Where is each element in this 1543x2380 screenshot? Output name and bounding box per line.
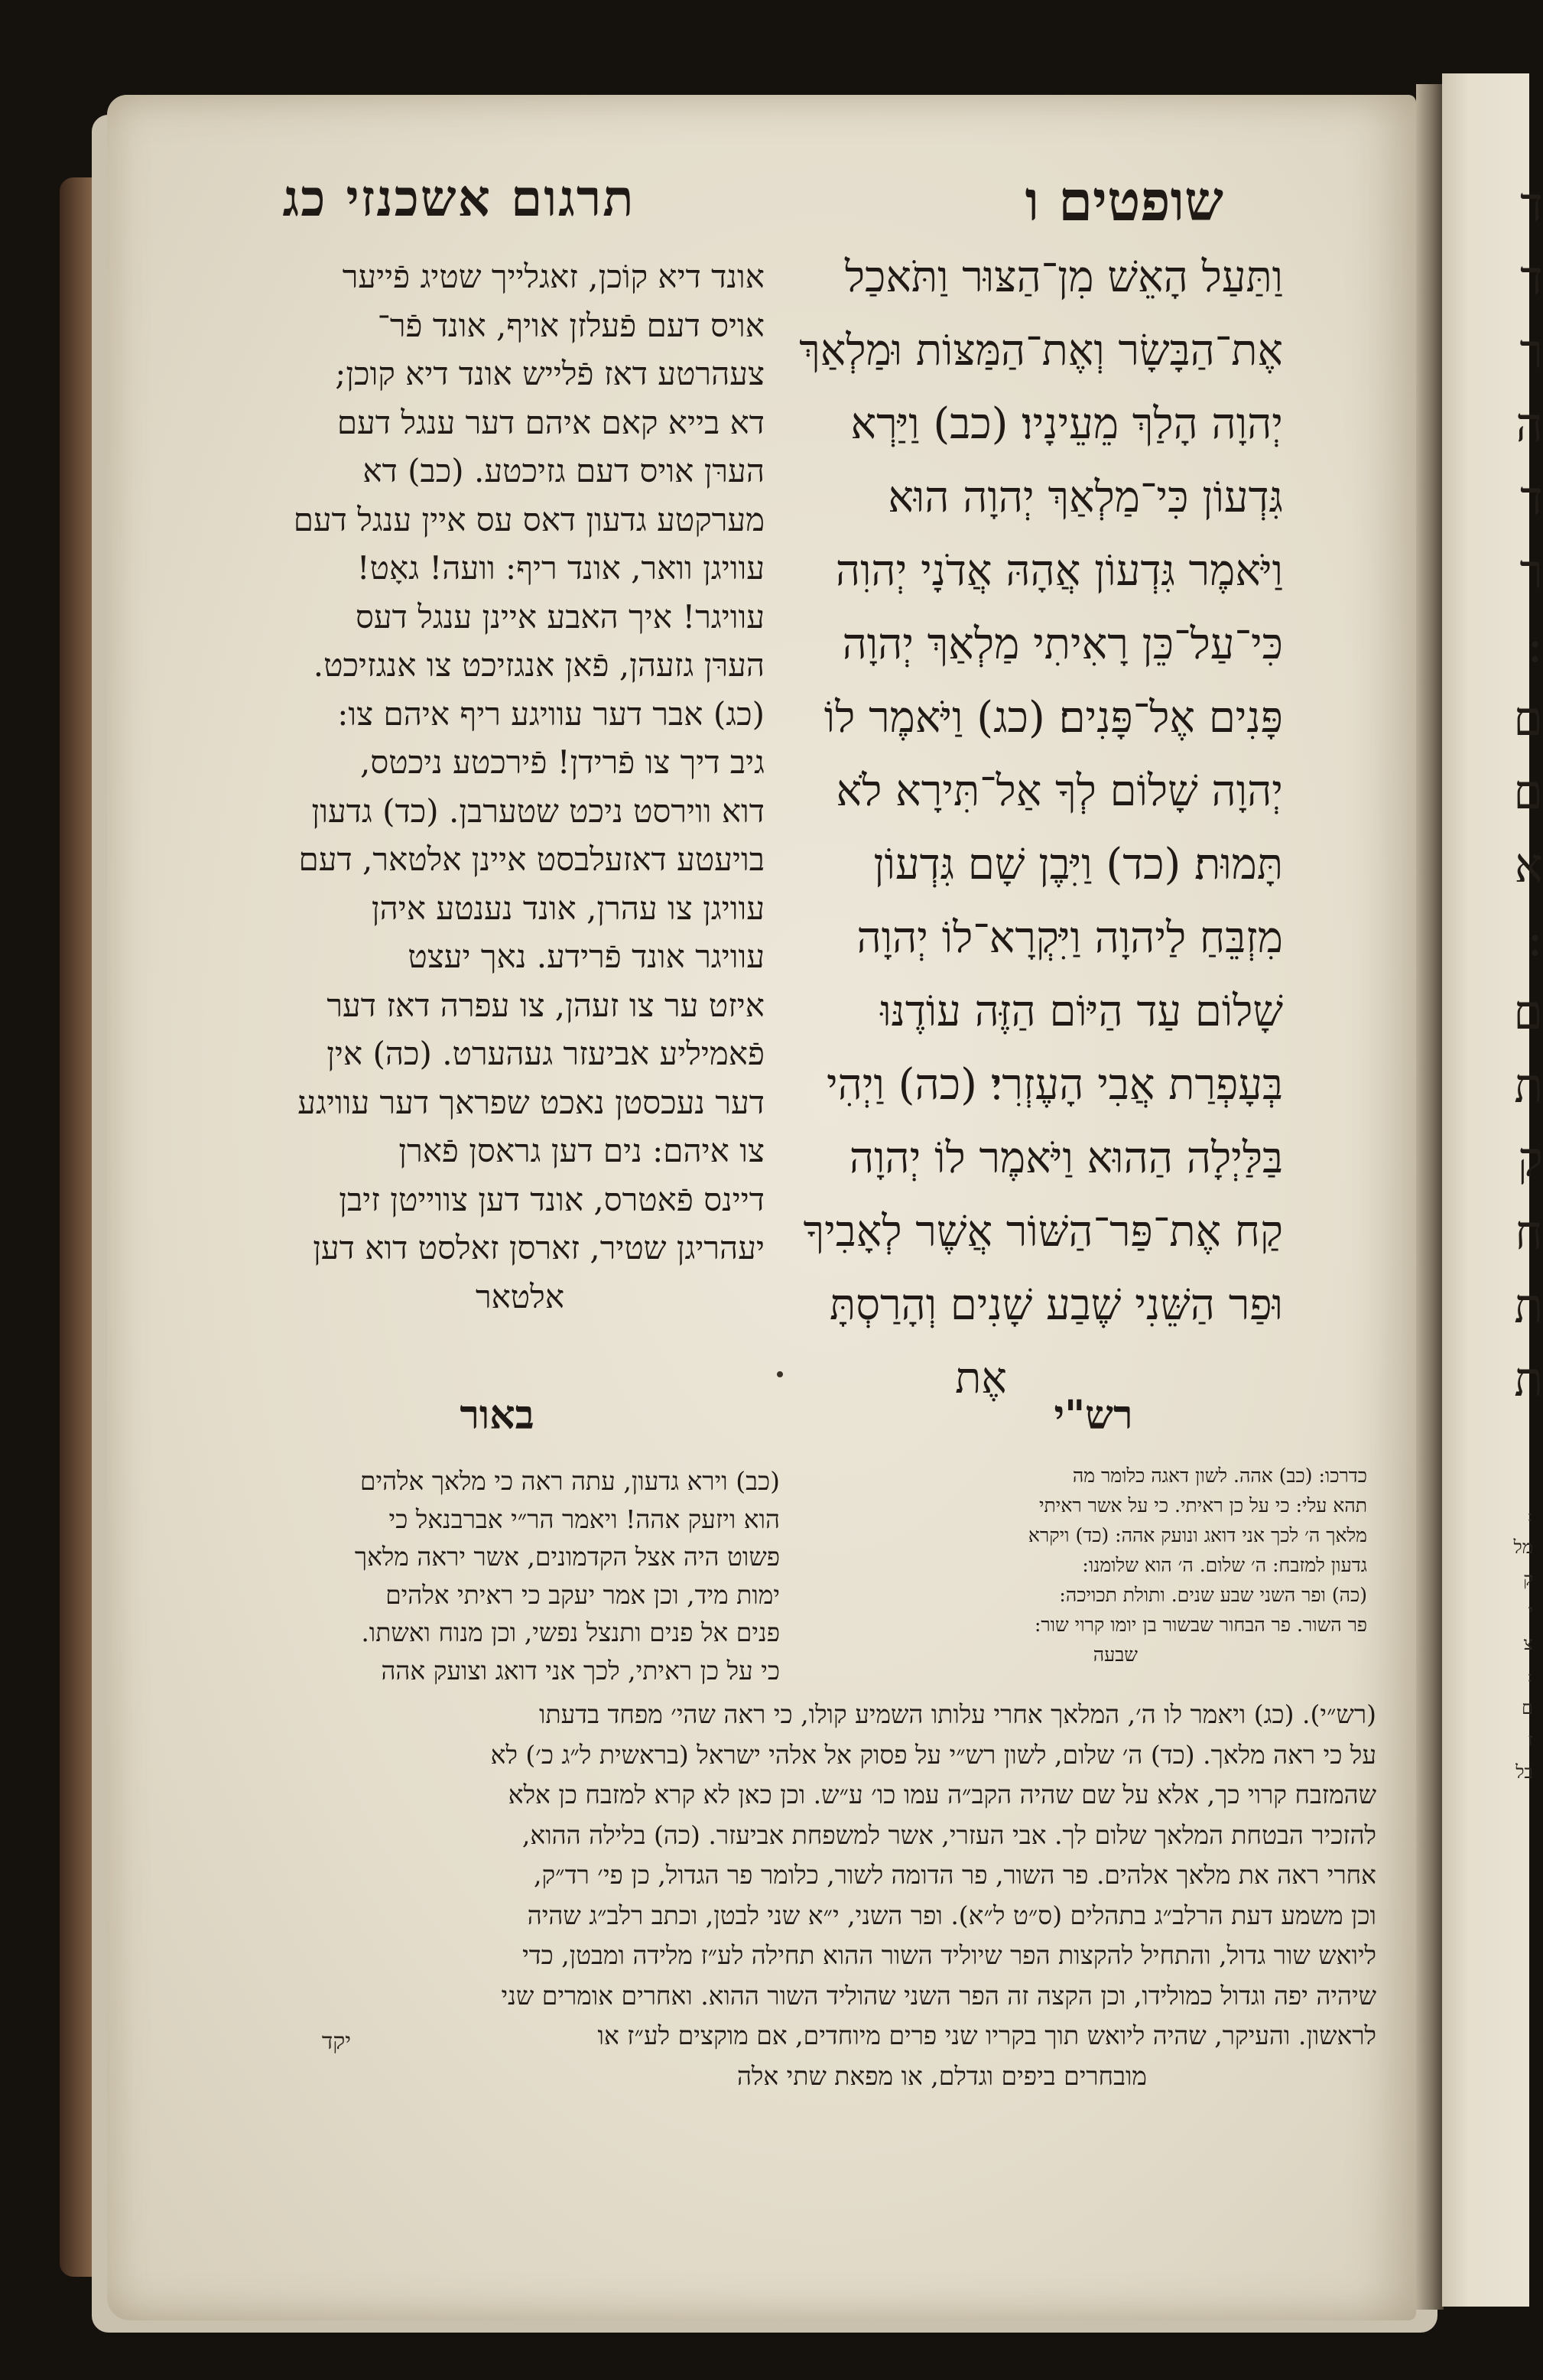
- beur-line: להזכיר הבטחת המלאך שלום לך. אבי העזרי, אשר למשפחת אביעזר. (כה) בלילה ההוא,: [521, 1819, 1376, 1850]
- translation-line: יעהריגן שטיר, זארסן זאלסט דוא דען: [313, 1229, 765, 1266]
- beur-line: כי על כן ראיתי, לכך אני דואג וצועק אהה: [381, 1655, 780, 1686]
- beur-line: מובחרים ביפים וגדלם, או מפאת שתי אלה: [736, 2060, 1147, 2091]
- text-line: בַּלַּיְלָה הַהוּא וַיֹּאמֶר לוֹ יְהוָה: [849, 1133, 1283, 1183]
- fragment: ד: [1520, 470, 1543, 526]
- text-line: פָּנִים אֶל־פָּנִים׃ (כג) וַיֹּאמֶר לוֹ: [823, 693, 1283, 743]
- text-line: יְהוָה הָלַךְ מֵעֵינָיו׃ (כב) וַיַּרְא: [850, 399, 1283, 449]
- translation-line: דא בייא קאם איהם דער ענגל דעם: [336, 403, 765, 441]
- rashi-line: תהא עלי: כי על כן ראיתי. כי על אשר ראיתי: [1038, 1494, 1367, 1517]
- text-line: אֶת־הַבָּשָׂר וְאֶת־הַמַּצּוֹת וּמַלְאַךְ: [799, 326, 1283, 376]
- hebrew-text-column: [794, 241, 1283, 1416]
- beur-line: פנים אל פנים ותנצל נפשי, וכן מנוח ואשתו.: [361, 1618, 780, 1647]
- fragment: :: [1527, 911, 1543, 967]
- beur-line: אחרי ראה את מלאך אלהים. פר השור, פר הדומה לשור, כלומר פר הגדול, כן פי׳ רד״ק,: [534, 1860, 1376, 1890]
- beur-line: הוא ויזעק אהה! ויאמר הר״י אברבנאל כי: [388, 1504, 780, 1534]
- beur-line: על כי ראה מלאך. (כד) ה׳ שלום, לשון רש״י על פסוק אל אלהי ישראל (בראשית ל״ג כ׳) לא: [490, 1739, 1376, 1770]
- rashi-line: כדרכו: (כב) אהה. לשון דאגה כלומר מה: [1072, 1465, 1367, 1487]
- fragment: :: [1527, 617, 1543, 673]
- beur-line: ליואש שור גדול, והתחיל להקצות הפר שיוליד השור ההוא תחילה לע״ז מלידה ומבטן, כדי: [522, 1940, 1376, 1970]
- fragment: :: [1526, 1665, 1533, 1686]
- translation-line: עוויגר אונד פֿרידע. נאך יעצט: [408, 938, 765, 975]
- fragment: בל: [1515, 1761, 1533, 1783]
- translation-column: [184, 252, 765, 1321]
- beur-line: פשוט היה אצל הקדמונים, אשר יראה מלאך: [354, 1542, 780, 1572]
- text-line: בְּעָפְרַת אֲבִי הָעֶזְרִי׃ (כה) וַיְהִי: [826, 1060, 1283, 1110]
- translation-line: דער נעכסטן נאכט שפראך דער עוויגע: [297, 1083, 765, 1121]
- translation-line: מערקטע גדעון דאס עס איין ענגל דעם: [293, 500, 765, 538]
- fragment: א: [1514, 837, 1543, 893]
- translation-line: עוויגן צו עהרן, אונד נענטע איהן: [371, 889, 765, 927]
- fragment: י: [1528, 1601, 1533, 1622]
- fragment: ת: [1514, 1278, 1543, 1334]
- translation-line: גיב דיך צו פֿרידן! פֿירכטע ניכטס,: [359, 743, 765, 781]
- text-line: גִּדְעוֹן כִּי־מַלְאַךְ יְהוָה הוּא: [888, 473, 1283, 522]
- text-line: תָּמוּת׃ (כד) וַיִּבֶן שָׁם גִּדְעוֹן: [873, 840, 1283, 889]
- section-label-rashi: רש"י: [1054, 1392, 1133, 1439]
- beur-line: ימות מיד, וכן אמר יעקב כי ראיתי אלהים: [385, 1579, 780, 1610]
- fragment: ק: [1517, 1131, 1543, 1187]
- fragment: ד: [1520, 177, 1543, 232]
- translation-line: צו איהם: נים דען גראסן פֿארן: [398, 1132, 765, 1169]
- translation-line: אלטאר: [475, 1277, 565, 1315]
- rashi-line: מלאך ה׳ לכך אני דואג ונועק אהה: (כד) ויקרא: [1028, 1524, 1367, 1546]
- beur-line: (רש״י). (כג) ויאמר לו ה׳, המלאך אחרי עלותו השמיע קולו, כי ראה שהי׳ מפחד בדעתו: [539, 1699, 1376, 1729]
- translation-line: דיינס פֿאטרס, אונד דען צווייטן זיבן: [339, 1180, 765, 1218]
- rashi-commentary: [801, 1461, 1367, 1670]
- beur-line: (כב) וירא גדעון, עתה ראה כי מלאך אלהים: [359, 1466, 780, 1496]
- fragment: ר: [1519, 324, 1543, 379]
- text-line: כִּי־עַל־כֵּן רָאִיתִי מַלְאַךְ יְהוָה: [842, 619, 1283, 669]
- text-line-catch: אֶת: [955, 1354, 1007, 1403]
- fragment: ה: [1515, 397, 1543, 453]
- running-header-book: שופטים ו: [1025, 168, 1223, 233]
- translation-line: עוויגן וואר, אונד ריף: וועה! גאָט!: [356, 549, 765, 587]
- text-line: קַח אֶת־פַּר־הַשּׁוֹר אֲשֶׁר לְאָבִיךָ: [803, 1207, 1283, 1257]
- translation-line: אונד דיא קוֹכן, זאגלייך שטיג פֿייער: [342, 258, 765, 295]
- translation-line: דוא ווירסט ניכט שטערבן. (כד) גדעון: [311, 792, 765, 830]
- rashi-line: שבעה: [1093, 1644, 1138, 1666]
- translation-line: פֿאמיליע אביעזר געהערט. (כה) אין: [326, 1035, 765, 1072]
- rashi-line: גדעון למזבח: ה׳ שלום. ה׳ הוא שלומנו:: [1082, 1554, 1367, 1576]
- text-line: מִזְבֵּחַ לַיהוָה וַיִּקְרָא־לוֹ יְהוָה: [856, 913, 1283, 963]
- fragment: ז: [1528, 1729, 1533, 1751]
- running-header-translation: תרגום אשכנזי כג: [282, 168, 635, 228]
- rashi-line: (כה) ופר השני שבע שנים. ותולת תכויכה:: [1059, 1584, 1367, 1606]
- fragment: ד: [1520, 250, 1543, 306]
- beur-line: וכן משמע דעת הרלב״ג בתהלים (ס״ט ל״א). ופר השני, י״א שני לבטן, וכתב רלב״ג שהיה: [527, 1900, 1376, 1930]
- beur-commentary-top: [199, 1462, 780, 1689]
- translation-line: עוויגר! איך האבע איינן ענגל דעס: [355, 597, 765, 636]
- next-page-text-fragments: [1474, 168, 1543, 1416]
- beur-line: לראשון. והעיקר, שהיה ליואש תוך בקריו שני פרים מיוחדים, אם מוקצים לע״ז או: [597, 2021, 1376, 2050]
- fragment: ם: [1522, 1697, 1533, 1718]
- fragment: מל: [1513, 1536, 1533, 1558]
- translation-line: בויעטע דאזעלבסט איינן אלטאר, דעם: [298, 840, 765, 878]
- translation-line: הערּן אויס דעם גזיכטע. (כב) דא: [362, 452, 765, 489]
- fragment: ת: [1514, 1351, 1543, 1407]
- translation-line: הערּן גזעהן, פֿאן אנגזיכט צו אנגזיכט.: [313, 646, 765, 684]
- beur-line: שיהיה יפה וגדול כמולידו, וכן הקצה זה הפר השני שהוליד השור ההוא. ואחרים אומרים שני: [501, 1980, 1376, 2011]
- book-gutter: [1416, 84, 1444, 2310]
- text-line: וַתַּעַל הָאֵשׁ מִן־הַצּוּר וַתֹּאכַל: [844, 252, 1283, 302]
- text-line: יְהוָה שָׁלוֹם לְךָ אַל־תִּירָא לֹא: [836, 766, 1283, 816]
- fragment: ח: [1515, 1205, 1543, 1260]
- beur-line: שהמזבח קרוי כך, אלא על שם שהיה הקב״ה עמו כו׳ ע״ש. וכן כאן לא קרא למזבח כן אלא: [508, 1780, 1376, 1809]
- fragment: ק: [1523, 1569, 1533, 1590]
- fragment: צ: [1523, 1633, 1533, 1654]
- translation-line: איזט ער צו זעהן, צו עפרה דאז דער: [326, 986, 765, 1024]
- text-line: וַיֹּאמֶר גִּדְעוֹן אֲהָהּ אֲדֹנָי יְהוִה: [835, 546, 1283, 596]
- fragment: ם: [1513, 764, 1543, 820]
- text-line: שָׁלוֹם עַד הַיּוֹם הַזֶּה עוֹדֶנּוּ: [880, 987, 1283, 1036]
- section-label-beur: באור: [460, 1392, 534, 1439]
- fragment: :: [1526, 1504, 1533, 1526]
- next-page-commentary-fragments: [1480, 1499, 1533, 1788]
- fragment: ת: [1514, 1058, 1543, 1114]
- fragment: ם: [1513, 691, 1543, 746]
- catchword: יקד: [321, 2028, 352, 2055]
- translation-line: צעהרטע דאז פֿלייש אונד דיא קוכן;: [335, 355, 765, 392]
- fragment: ר: [1519, 544, 1543, 600]
- text-line: וּפַר הַשֵּׁנִי שֶׁבַע שָׁנִים וְהָרַסְתָּ: [829, 1280, 1283, 1330]
- fragment: ם: [1513, 984, 1543, 1040]
- rashi-line: פר השור. פר הבחור שבשור בן יומו קרוי שור:: [1034, 1614, 1367, 1636]
- ink-dot: [777, 1371, 783, 1377]
- translation-line: (כג) אבר דער עוויגע ריף איהם צו:: [337, 694, 765, 733]
- translation-line: אויס דעם פֿעלזן אויף, אונד פֿר־: [377, 306, 765, 344]
